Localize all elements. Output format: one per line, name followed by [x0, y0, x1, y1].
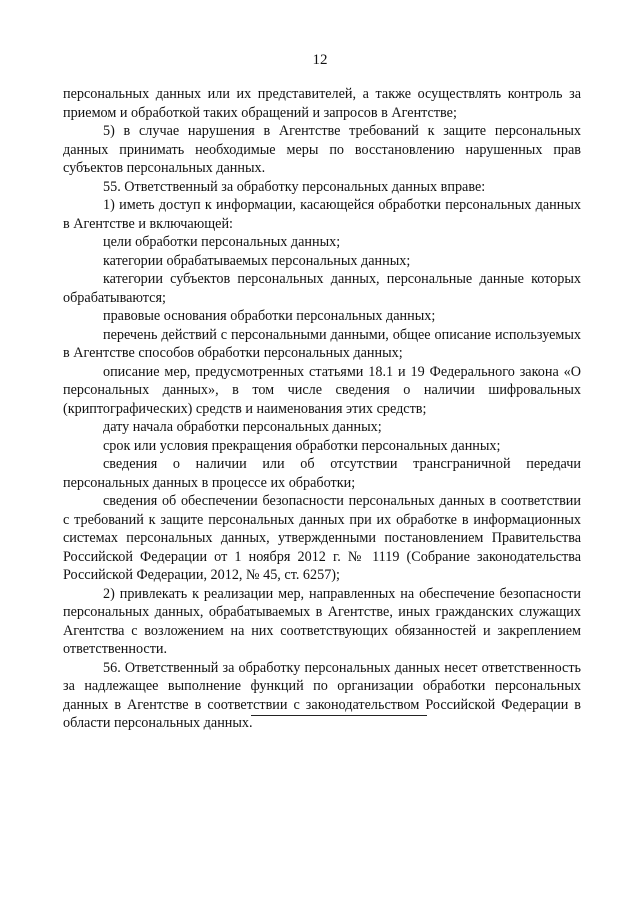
list-item: категории обрабатываемых персональных данных; [103, 252, 411, 269]
paragraph: 55. Ответственный за обработку персональных данных вправе: [103, 178, 486, 195]
list-item: дату начала обработки персональных данных; [103, 419, 382, 435]
paragraph: персональных данных или их представителей, а также осуществлять контроль за приемом и обработкой таких обращений и запросов в Агентстве; [63, 86, 581, 121]
paragraph: 2) привлекать к реализации мер, направленных на обеспечение безопасности персональных данных, обрабатываемых в Агентстве, иных гражданских служащих Агентства с возложением на них соответствующих обязанностей и закреплением ответственности. [63, 585, 581, 657]
end-separator-line [251, 715, 427, 716]
list-item: описание мер, предусмотренных статьями 18.1 и 19 Федерального закона «О персональных данных», в том числе сведения о наличии шифровальных (криптографических) средств и наименования этих средств; [63, 363, 581, 417]
list-item: перечень действий с персональными данными, общее описание используемых в Агентстве способов обработки персональных данных; [63, 326, 581, 361]
list-item: сведения об обеспечении безопасности персональных данных в соответствии с требований к защите персональных данных при их обработке в информационных системах персональных данных, утвержденными постановлением Правительства Российской Федерации от 1 ноября 2012 г. № 1119 (Собрание законодательства Российской Федерации, 2012, № 45, ст. 6257); [63, 493, 581, 583]
list-item: цели обработки персональных данных; [103, 234, 341, 250]
paragraph: 1) иметь доступ к информации, касающейся обработки персональных данных в Агентстве и включающей: [63, 197, 581, 232]
list-item: сведения о наличии или об отсутствии трансграничной передачи персональных данных в процессе их обработки; [63, 456, 581, 491]
paragraph: 56. Ответственный за обработку персональных данных несет ответственность за надлежащее выполнение функций по организации обработки персональных данных в Агентстве в соответствии с законодательством Российской Федерации в области персональных данных. [63, 659, 581, 731]
list-item: правовые основания обработки персональных данных; [103, 308, 436, 324]
list-item: срок или условия прекращения обработки персональных данных; [103, 437, 501, 454]
page-number: 12 [312, 52, 328, 68]
list-item: категории субъектов персональных данных, персональные данные которых обрабатываются; [63, 271, 581, 306]
paragraph: 5) в случае нарушения в Агентстве требований к защите персональных данных принимать необходимые меры по восстановлению нарушенных прав субъектов персональных данных. [63, 123, 581, 176]
document-body [63, 85, 581, 733]
